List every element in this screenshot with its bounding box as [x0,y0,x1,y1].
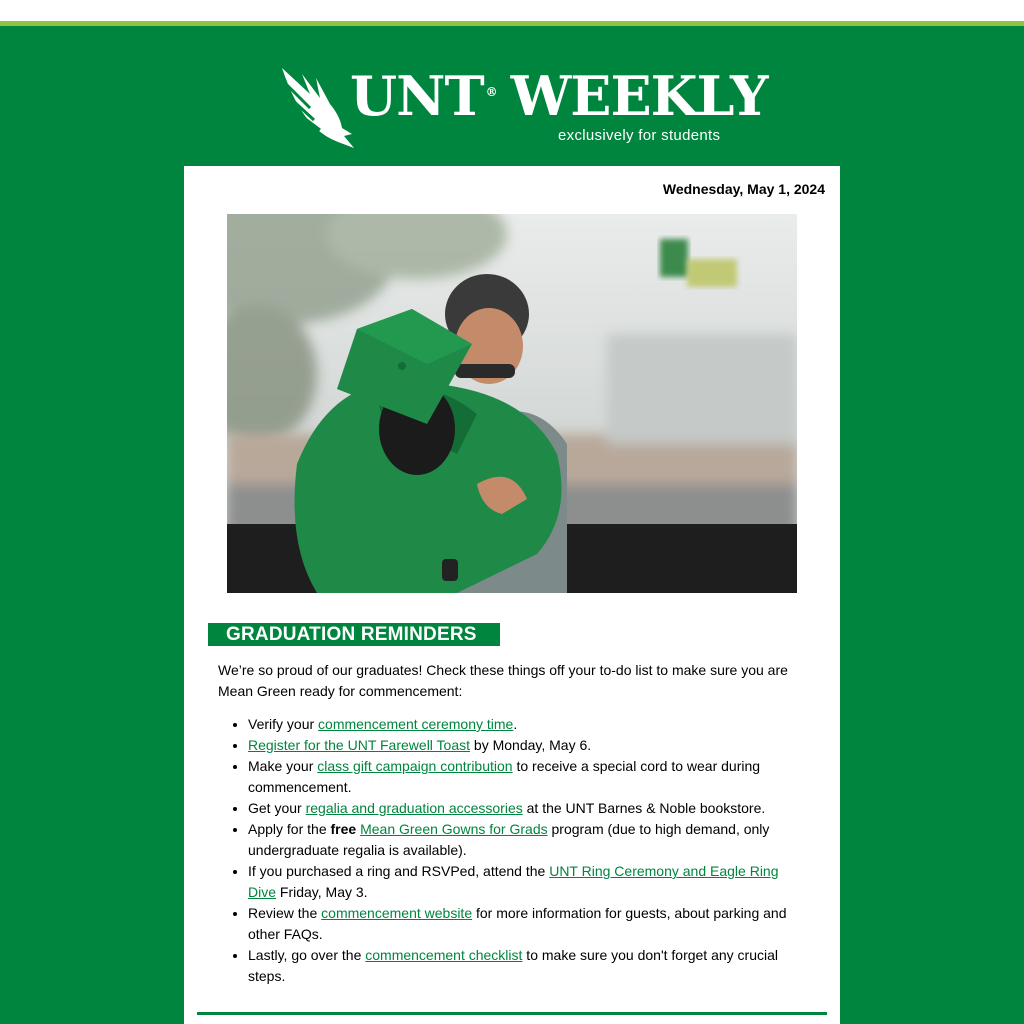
brand-weekly: WEEKLY [510,64,768,128]
reminder-item [248,861,808,903]
top-white-band [0,0,1024,21]
newsletter-card [184,166,840,1024]
reminder-item [248,735,808,756]
reminder-emphasis: free [330,821,357,837]
reminder-link[interactable]: commencement checklist [365,947,523,963]
reminder-text: by Monday, May 6. [470,737,592,753]
reminder-link[interactable]: UNT Ring Ceremony and Eagle Ring Dive [248,863,779,900]
hero-image[interactable] [227,214,797,593]
reminder-text: at the UNT Barnes & Noble bookstore. [522,800,766,816]
masthead-title [350,64,768,128]
registered-mark: ® [485,85,497,99]
reminder-item [248,903,808,945]
reminder-link[interactable]: commencement website [321,905,473,921]
reminder-link[interactable]: commencement ceremony time [318,716,514,732]
reminder-link[interactable]: Register for the UNT Farewell Toast [248,737,471,753]
reminder-text: Get your [248,800,306,816]
masthead-tagline: exclusively for students [558,127,721,144]
reminder-text: Apply for the [248,821,331,837]
reminder-text: . [513,716,518,732]
reminder-text: to make sure you don't forget any crucial steps. [248,947,779,984]
reminder-link[interactable]: regalia and graduation accessories [305,800,523,816]
graduation-hug-photo [227,214,797,593]
reminder-item [248,819,808,861]
reminder-item [248,756,808,798]
reminder-link[interactable]: Mean Green Gowns for Grads [360,821,548,837]
section-divider [197,1012,827,1015]
reminder-list [248,714,808,987]
reminder-item [248,714,808,735]
reminder-text: If you purchased a ring and RSVPed, attend the [248,863,550,879]
masthead-logo[interactable] [280,64,768,154]
reminder-link[interactable]: class gift campaign contribution [317,758,513,774]
brand-unt: UNT [350,64,484,128]
reminder-item [248,945,808,987]
issue-date: Wednesday, May 1, 2024 [662,181,825,197]
section-title-graduation-reminders: GRADUATION REMINDERS [208,623,500,646]
eagle-logo-icon [280,64,360,152]
reminder-text: to receive a special cord to wear during commencement. [248,758,761,795]
reminder-text: Review the [248,905,322,921]
reminder-item [248,798,808,819]
reminder-text: Make your [248,758,318,774]
reminder-text: Verify your [248,716,319,732]
reminder-text: for more information for guests, about parking and other FAQs. [248,905,787,942]
reminder-text: Friday, May 3. [276,884,368,900]
reminder-text: Lastly, go over the [248,947,366,963]
section-intro: We’re so proud of our graduates! Check these things off your to-do list to make sure you are Mean Green ready for commencement: [218,662,788,699]
reminder-text: program (due to high demand, only undergraduate regalia is available). [248,821,770,858]
